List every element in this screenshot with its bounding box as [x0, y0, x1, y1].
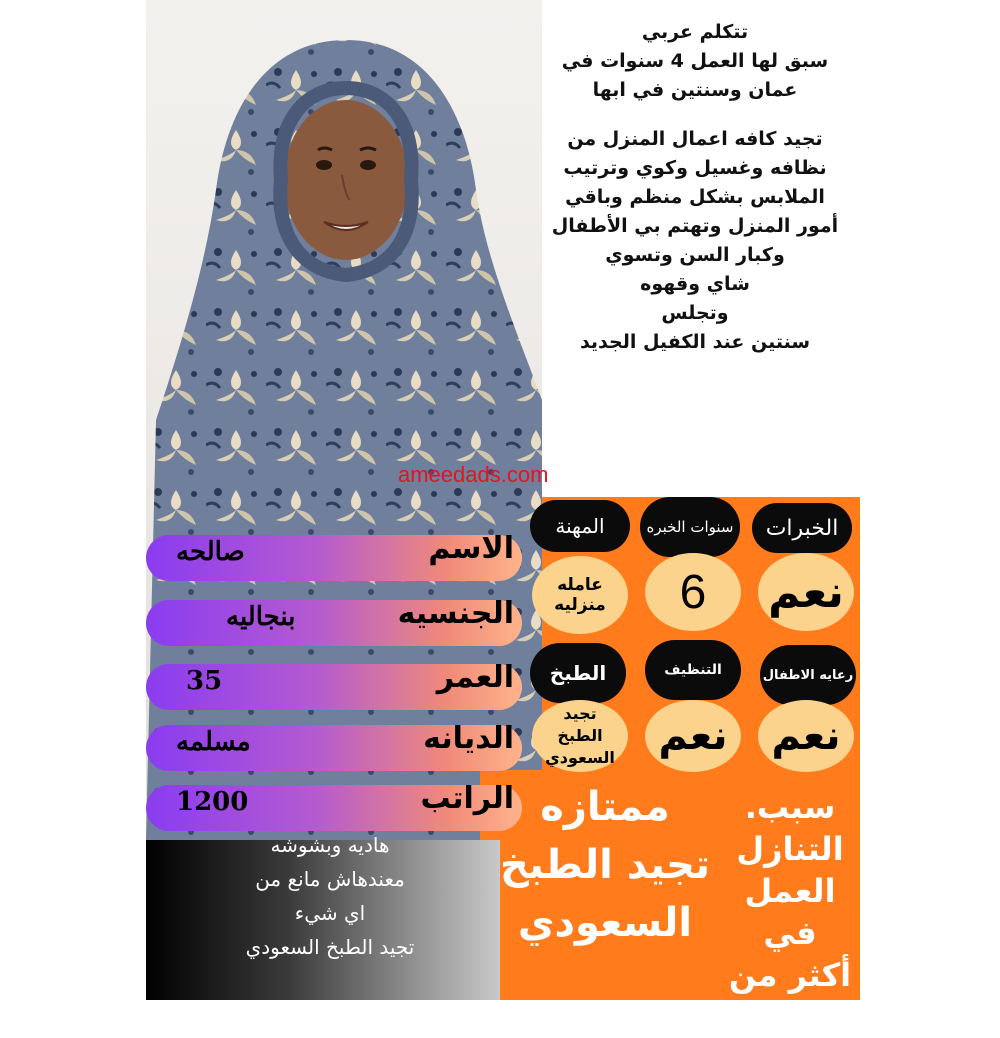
highlight-line: السعودي: [517, 900, 693, 946]
name-row: [146, 531, 522, 581]
age-label: العمر: [436, 660, 514, 695]
desc-line: أمور المنزل وتهتم بي الأطفال: [551, 215, 839, 237]
years-label: سنوات الخبره: [640, 497, 740, 557]
cooking-label: الطبخ: [530, 643, 626, 703]
watermark: ameedads.com: [398, 462, 549, 487]
name-label: الاسم: [428, 531, 514, 566]
experience-value: نعم: [758, 553, 854, 631]
years-value: 6: [645, 553, 741, 631]
note-line: تجيد الطبخ السعودي: [245, 935, 415, 959]
desc-line: وكبار السن وتسوي: [605, 244, 785, 266]
religion-value: مسلمه: [176, 727, 251, 757]
desc-line: نظافه وغسيل وكوي وترتيب: [563, 157, 827, 179]
job-label: المهنة: [530, 500, 630, 552]
salary-label: الراتب: [420, 781, 514, 816]
desc-line: سنتين عند الكفيل الجديد: [579, 331, 811, 353]
age-row: [146, 660, 522, 710]
religion-row: [146, 721, 522, 771]
salary-value: 1200: [176, 787, 249, 817]
age-value: 35: [186, 666, 223, 696]
childcare-label: رعايه الاطفال: [760, 645, 856, 705]
salary-row: [146, 781, 522, 831]
cleaning-value: نعم: [645, 700, 741, 772]
nationality-row: [146, 596, 522, 646]
reason-line: العمل في: [744, 872, 836, 952]
name-value: صالحه: [176, 537, 245, 567]
reason-text: [725, 786, 855, 1038]
desc-line: عمان وسنتين في ابها: [592, 79, 798, 101]
childcare-value: نعم: [758, 700, 854, 772]
note-line: هاديه وبشوشه: [270, 833, 390, 857]
note-line: اي شيء: [294, 901, 366, 925]
highlight-line: ممتازه: [540, 784, 670, 830]
description-text: [545, 18, 845, 357]
reason-line: منزل: [749, 998, 831, 1036]
cooking-value: تجيد الطبخ السعودي: [532, 700, 628, 772]
reason-line: التنازل: [736, 830, 844, 868]
religion-label: الديانه: [423, 721, 514, 756]
cleaning-label: التنظيف: [645, 640, 741, 700]
note-text: [195, 828, 465, 964]
reason-line: أكثر من: [728, 956, 852, 994]
reason-line: سبب.: [744, 788, 836, 826]
desc-line: تجيد كافه اعمال المنزل من: [567, 128, 823, 150]
desc-line: الملابس بشكل منظم وباقي: [565, 186, 825, 208]
highlight-line: تجيد الطبخ: [499, 842, 711, 888]
desc-line: وتجلس: [661, 302, 729, 324]
nationality-value: بنجاليه: [226, 602, 296, 632]
nationality-label: الجنسيه: [397, 596, 514, 631]
desc-line: تتكلم عربي: [641, 21, 749, 43]
note-line: معندهاش مانع من: [255, 867, 405, 891]
portrait-illustration: [146, 0, 542, 840]
experience-label: الخبرات: [752, 503, 852, 553]
desc-line: شاي وقهوه: [640, 273, 750, 295]
desc-line: سبق لها العمل 4 سنوات في: [561, 50, 829, 72]
job-value: عامله منزليه: [532, 556, 628, 634]
worker-photo: [146, 0, 542, 840]
highlight-text: [490, 778, 720, 952]
